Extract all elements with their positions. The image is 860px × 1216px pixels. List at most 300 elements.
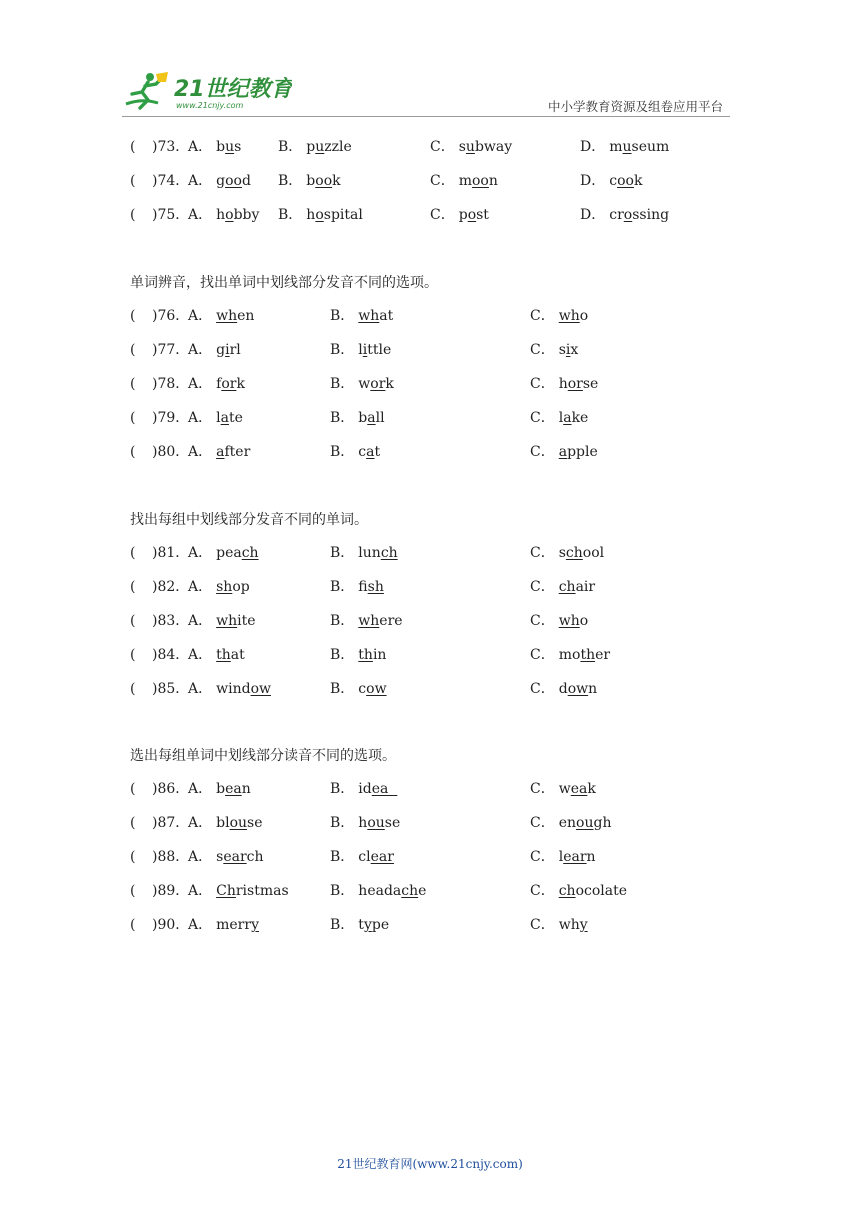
answer-blank[interactable]: ( [130, 849, 136, 865]
question-number: )76． [152, 308, 190, 324]
word-prefix: s [458, 139, 466, 155]
option-c [530, 374, 598, 394]
option-c [530, 340, 578, 360]
option-a [188, 205, 259, 225]
option-c [530, 611, 588, 631]
word-suffix: k [236, 376, 245, 392]
underlined-letters: wh [216, 613, 238, 629]
option-letter: C． [430, 139, 455, 155]
option-letter: B． [330, 579, 355, 595]
word-suffix: n [588, 681, 598, 697]
option-b [330, 679, 387, 699]
option-b [278, 205, 363, 225]
option-c [530, 915, 588, 935]
answer-blank[interactable]: ( [130, 613, 136, 629]
option-letter: A． [188, 173, 213, 189]
underlined-letters: ear [370, 849, 394, 865]
option-letter: C． [530, 883, 555, 899]
underlined-letters: u [622, 139, 632, 155]
underlined-letters: ou [576, 815, 594, 831]
underlined-letters: oo [315, 173, 333, 189]
underlined-letters: wh [558, 308, 580, 324]
answer-blank[interactable]: ( [130, 376, 136, 392]
word-suffix: zzle [324, 139, 352, 155]
underlined-letters: ou [229, 815, 248, 831]
option-d [580, 137, 669, 157]
option-letter: C． [530, 681, 555, 697]
option-b [278, 171, 341, 191]
option-letter: C． [430, 207, 455, 223]
option-c [430, 205, 489, 225]
answer-blank[interactable]: ( [130, 681, 136, 697]
word-prefix: t [358, 917, 364, 933]
word-suffix: o [579, 308, 589, 324]
word-suffix: o [579, 613, 589, 629]
option-letter: B． [330, 917, 355, 933]
option-letter: D． [580, 139, 606, 155]
option-a [188, 611, 256, 631]
option-b [330, 340, 391, 360]
underlined-letters: y [579, 917, 588, 933]
word-prefix: fi [358, 579, 368, 595]
option-letter: B． [330, 781, 355, 797]
option-letter: C． [530, 647, 555, 663]
section-heading: 找出每组中划线部分发音不同的单词。 [130, 512, 368, 528]
option-b [330, 442, 380, 462]
option-b [330, 306, 393, 326]
underlined-letters: ch [241, 545, 259, 561]
underlined-letters: ea [371, 781, 398, 797]
option-b [330, 779, 397, 799]
option-letter: C． [530, 815, 555, 831]
option-letter: B． [330, 681, 355, 697]
word-suffix: t [374, 444, 381, 460]
word-suffix: n [488, 173, 498, 189]
option-a [188, 847, 264, 867]
option-b [330, 611, 403, 631]
word-suffix: ch [246, 849, 264, 865]
question-number: )84． [152, 647, 190, 663]
underlined-letters: sh [367, 579, 384, 595]
word-suffix: at [379, 308, 394, 324]
option-b [330, 813, 400, 833]
header-platform-text: 中小学教育资源及组卷应用平台 [548, 99, 724, 114]
answer-blank[interactable]: ( [130, 173, 136, 189]
word-prefix: h [306, 207, 316, 223]
option-c [530, 847, 596, 867]
option-a [188, 915, 259, 935]
underlined-letters: wh [358, 308, 380, 324]
word-suffix: ere [379, 613, 403, 629]
word-prefix: wh [558, 917, 580, 933]
option-letter: B． [278, 173, 303, 189]
option-letter: A． [188, 647, 213, 663]
underlined-letters: u [315, 139, 325, 155]
option-b [330, 915, 389, 935]
underlined-letters: ear [223, 849, 247, 865]
option-letter: B． [330, 647, 355, 663]
option-letter: C． [530, 308, 555, 324]
option-a [188, 340, 241, 360]
answer-blank[interactable]: ( [130, 917, 136, 933]
word-suffix: k [633, 173, 643, 189]
option-c [530, 779, 596, 799]
underlined-letters: ou [367, 815, 385, 831]
underlined-letters: or [370, 376, 386, 392]
option-a [188, 645, 245, 665]
underlined-letters: wh [358, 613, 380, 629]
word-prefix: l [216, 410, 221, 426]
underlined-letters: th [216, 647, 231, 663]
answer-blank[interactable]: ( [130, 342, 136, 358]
word-prefix: m [609, 139, 623, 155]
word-suffix: rl [229, 342, 241, 358]
option-letter: A． [188, 781, 213, 797]
option-a [188, 813, 263, 833]
option-a [188, 137, 241, 157]
word-prefix: s [558, 545, 566, 561]
section-heading: 单词辨音，找出单词中划线部分发音不同的选项。 [130, 275, 438, 291]
word-prefix: c [358, 444, 367, 460]
option-letter: B． [330, 376, 355, 392]
word-prefix: id [358, 781, 372, 797]
option-letter: B． [330, 342, 355, 358]
word-prefix: c [358, 681, 367, 697]
option-a [188, 306, 254, 326]
word-suffix: pple [567, 444, 598, 460]
option-b [330, 577, 384, 597]
option-a [188, 679, 271, 699]
word-prefix: f [216, 376, 222, 392]
option-a [188, 543, 259, 563]
option-a [188, 779, 251, 799]
word-suffix: d [241, 173, 251, 189]
underlined-letters: th [358, 647, 373, 663]
underlined-letters: wh [558, 613, 580, 629]
option-c [430, 171, 498, 191]
underlined-letters: a [216, 444, 225, 460]
word-suffix: er [595, 647, 611, 663]
option-letter: B． [330, 613, 355, 629]
option-b [330, 408, 385, 428]
option-letter: A． [188, 815, 213, 831]
word-suffix: fter [224, 444, 251, 460]
logo-url: www.21cnjy.com [176, 101, 244, 110]
option-c [530, 306, 588, 326]
option-a [188, 408, 243, 428]
word-prefix: b [358, 410, 368, 426]
underlined-letters: oo [617, 173, 634, 189]
option-letter: C． [530, 444, 555, 460]
question-number: )81． [152, 545, 190, 561]
word-suffix: se [247, 815, 263, 831]
underlined-letters: y [363, 917, 372, 933]
word-prefix: s [558, 342, 566, 358]
question-number: )80． [152, 444, 190, 460]
word-prefix: heada [358, 883, 402, 899]
word-prefix: d [558, 681, 568, 697]
word-prefix: cr [609, 207, 624, 223]
question-number: )88． [152, 849, 190, 865]
option-b [330, 543, 398, 563]
underlined-letters: ow [250, 681, 271, 697]
word-suffix: k [385, 376, 394, 392]
word-suffix: ocolate [575, 883, 628, 899]
word-prefix: cl [358, 849, 371, 865]
underlined-letters: ow [366, 681, 387, 697]
word-suffix: ke [571, 410, 589, 426]
option-b [278, 137, 352, 157]
underlined-letters: oo [472, 173, 489, 189]
word-suffix: ite [237, 613, 256, 629]
option-a [188, 374, 245, 394]
word-prefix: g [216, 342, 226, 358]
question-number: )75． [152, 207, 190, 223]
answer-blank[interactable]: ( [130, 410, 136, 426]
word-prefix: mo [558, 647, 581, 663]
word-prefix: b [216, 781, 226, 797]
option-a [188, 881, 289, 901]
word-suffix: n [586, 849, 596, 865]
underlined-letters: a [366, 444, 375, 460]
site-logo [122, 70, 292, 112]
question-number: )87． [152, 815, 190, 831]
underlined-letters: wh [216, 308, 238, 324]
option-b [330, 847, 394, 867]
word-suffix: ttle [367, 342, 392, 358]
option-d [580, 171, 642, 191]
option-c [530, 679, 597, 699]
footer-text: 21世纪教育网(www.21cnjy.com) [337, 1157, 523, 1171]
option-b [330, 374, 394, 394]
underlined-letters: i [362, 342, 368, 358]
underlined-letters: th [580, 647, 596, 663]
option-c [530, 577, 595, 597]
underlined-letters: a [558, 444, 568, 460]
underlined-letters: ch [565, 545, 583, 561]
answer-blank[interactable]: ( [130, 545, 136, 561]
option-c [530, 543, 604, 563]
word-prefix: h [358, 815, 368, 831]
option-letter: C． [530, 579, 555, 595]
option-letter: A． [188, 681, 213, 697]
option-c [530, 408, 588, 428]
underlined-letters: u [465, 139, 475, 155]
underlined-letters: i [565, 342, 571, 358]
option-letter: C． [430, 173, 455, 189]
question-number: )73． [152, 139, 190, 155]
question-number: )83． [152, 613, 190, 629]
word-prefix: b [306, 173, 316, 189]
answer-blank[interactable]: ( [130, 815, 136, 831]
underlined-letters: ch [401, 883, 419, 899]
option-letter: B． [278, 207, 303, 223]
option-letter: C． [530, 342, 555, 358]
section-heading: 选出每组单词中划线部分读音不同的选项。 [130, 748, 396, 764]
underlined-letters: y [251, 917, 259, 933]
option-letter: B． [330, 444, 355, 460]
option-a [188, 577, 250, 597]
word-prefix: p [458, 207, 468, 223]
option-c [530, 881, 627, 901]
underlined-letters: ear [563, 849, 587, 865]
answer-blank[interactable]: ( [130, 781, 136, 797]
word-suffix: bby [233, 207, 260, 223]
option-letter: C． [530, 410, 555, 426]
word-suffix: x [570, 342, 579, 358]
question-number: )85． [152, 681, 190, 697]
word-prefix: h [558, 376, 568, 392]
option-c [430, 137, 512, 157]
word-prefix: bl [216, 815, 230, 831]
word-prefix: s [216, 849, 224, 865]
option-letter: D． [580, 173, 606, 189]
option-b [330, 881, 426, 901]
option-letter: B． [330, 308, 355, 324]
word-suffix: air [575, 579, 596, 595]
option-letter: B． [330, 849, 355, 865]
underlined-letters: oo [225, 173, 242, 189]
option-letter: A． [188, 917, 213, 933]
word-suffix: ool [582, 545, 605, 561]
option-letter: A． [188, 849, 213, 865]
underlined-letters: o [623, 207, 633, 223]
option-letter: B． [330, 883, 355, 899]
question-number: )77． [152, 342, 190, 358]
word-prefix: m [458, 173, 472, 189]
word-prefix: w [558, 781, 571, 797]
word-suffix: s [234, 139, 242, 155]
option-letter: A． [188, 410, 213, 426]
option-c [530, 813, 611, 833]
question-number: )89． [152, 883, 190, 899]
word-prefix: l [358, 342, 363, 358]
underlined-letters: Ch [216, 883, 236, 899]
word-suffix: se [384, 815, 401, 831]
word-prefix: h [216, 207, 226, 223]
underlined-letters: u [225, 139, 235, 155]
word-prefix: w [358, 376, 371, 392]
underlined-letters: ch [558, 883, 576, 899]
word-prefix: b [216, 139, 226, 155]
word-suffix: k [587, 781, 596, 797]
word-suffix: n [241, 781, 251, 797]
answer-blank[interactable]: ( [130, 308, 136, 324]
word-suffix: at [230, 647, 245, 663]
word-suffix: st [476, 207, 489, 223]
option-c [530, 645, 610, 665]
option-letter: A． [188, 883, 213, 899]
underlined-letters: o [315, 207, 324, 223]
word-prefix: p [306, 139, 316, 155]
option-letter: A． [188, 207, 213, 223]
word-suffix: spital [323, 207, 363, 223]
word-prefix: pea [216, 545, 242, 561]
option-letter: C． [530, 376, 555, 392]
word-prefix: wind [216, 681, 251, 697]
underlined-letters: ch [558, 579, 576, 595]
underlined-letters: ch [380, 545, 398, 561]
logo-text: 21世纪教育 [174, 77, 292, 102]
option-a [188, 171, 251, 191]
header-divider [122, 116, 730, 117]
option-letter: A． [188, 545, 213, 561]
question-number: )74． [152, 173, 190, 189]
option-letter: C． [530, 849, 555, 865]
answer-blank[interactable]: ( [130, 444, 136, 460]
word-prefix: g [216, 173, 226, 189]
word-suffix: in [372, 647, 387, 663]
answer-blank[interactable]: ( [130, 883, 136, 899]
option-letter: B． [278, 139, 303, 155]
answer-blank[interactable]: ( [130, 139, 136, 155]
option-letter: A． [188, 444, 213, 460]
option-letter: A． [188, 308, 213, 324]
word-prefix: l [558, 849, 564, 865]
word-suffix: ristmas [235, 883, 289, 899]
underlined-letters: sh [216, 579, 233, 595]
word-prefix: en [558, 815, 577, 831]
word-suffix: bway [474, 139, 513, 155]
underlined-letters: a [367, 410, 376, 426]
word-suffix: ll [375, 410, 385, 426]
option-letter: A． [188, 342, 213, 358]
underlined-letters: o [467, 207, 477, 223]
underlined-letters: i [225, 342, 230, 358]
option-letter: B． [330, 410, 355, 426]
word-suffix: op [232, 579, 250, 595]
option-b [330, 645, 386, 665]
answer-blank[interactable]: ( [130, 647, 136, 663]
option-c [530, 442, 598, 462]
underlined-letters: o [225, 207, 234, 223]
option-letter: A． [188, 579, 213, 595]
option-letter: A． [188, 613, 213, 629]
word-suffix: seum [631, 139, 670, 155]
question-number: )79． [152, 410, 190, 426]
word-suffix: en [237, 308, 255, 324]
option-letter: C． [530, 917, 555, 933]
question-number: )82． [152, 579, 190, 595]
answer-blank[interactable]: ( [130, 207, 136, 223]
underlined-letters: a [563, 410, 572, 426]
word-suffix: pe [371, 917, 390, 933]
question-number: )90． [152, 917, 190, 933]
option-letter: A． [188, 139, 213, 155]
question-number: )78． [152, 376, 190, 392]
answer-blank[interactable]: ( [130, 579, 136, 595]
word-suffix: k [332, 173, 341, 189]
word-suffix: e [418, 883, 427, 899]
word-prefix: lun [358, 545, 381, 561]
option-letter: D． [580, 207, 606, 223]
option-letter: B． [330, 545, 355, 561]
option-a [188, 442, 250, 462]
question-number: )86． [152, 781, 190, 797]
word-suffix: gh [593, 815, 612, 831]
word-prefix: l [558, 410, 564, 426]
word-suffix: te [228, 410, 243, 426]
runner-logo-icon [122, 70, 292, 112]
option-letter: C． [530, 613, 555, 629]
option-letter: C． [530, 545, 555, 561]
underlined-letters: ea [570, 781, 588, 797]
underlined-letters: ow [567, 681, 589, 697]
underlined-letters: or [221, 376, 237, 392]
word-suffix: ssing [632, 207, 670, 223]
underlined-letters: ea [225, 781, 242, 797]
word-suffix: se [582, 376, 599, 392]
